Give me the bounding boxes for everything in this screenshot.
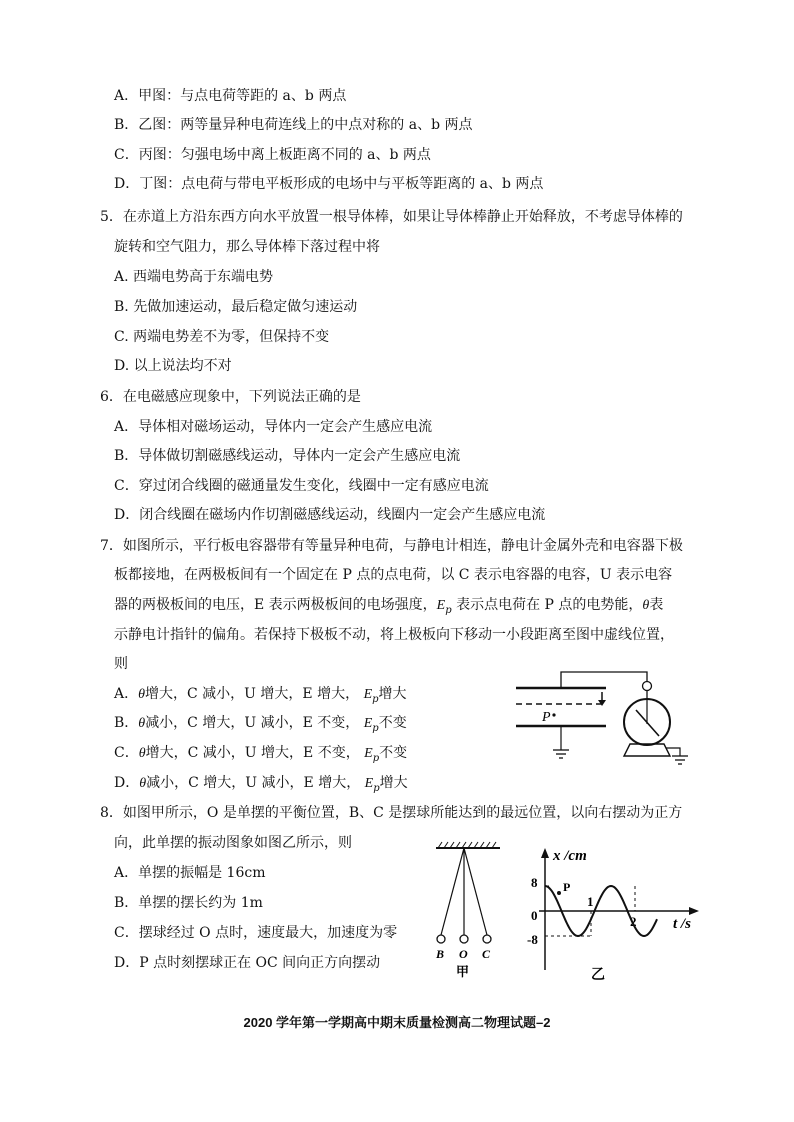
pendulum-figure — [428, 840, 508, 980]
x-tick-1: 1 — [587, 894, 594, 909]
caption-yi: 乙 — [591, 968, 605, 983]
caption-jia: 甲 — [456, 964, 470, 979]
q7-stem-line2: 板都接地，在两极板间有一个固定在 P 点的点电荷，以 C 表示电容器的电容，U 表示电容 — [114, 567, 673, 583]
point-p-label: P — [563, 880, 571, 894]
q5-option-b: B. 先做加速运动，最后稳定做匀速运动 — [114, 299, 358, 315]
q7-stem-line3: 器的两极板间的电压，E 表示两极板间的电场强度，$E_p$ 表示点电荷在 P 点的电势能，θ表 — [114, 597, 664, 616]
electrometer-knob — [643, 682, 652, 691]
q7-stem-line5: 则 — [114, 656, 128, 672]
q8-option-c: C．摆球经过 O 点时，速度最大，加速度为零 — [114, 925, 398, 941]
y-tick-neg8: -8 — [527, 932, 538, 947]
q7-stem-line1: 7．如图所示，平行板电容器带有等量异种电荷，与静电计相连，静电计金属外壳和电容器下极 — [100, 538, 683, 554]
q8-stem-line2: 向，此单摆的振动图象如图乙所示，则 — [114, 835, 352, 851]
q8-stem-line1: 8．如图甲所示，O 是单摆的平衡位置，B、C 是摆球所能达到的最远位置，以向右摆动为正方 — [100, 805, 683, 821]
q8-option-b: B．单摆的摆长约为 1m — [114, 895, 263, 911]
q5-option-d: D. 以上说法均不对 — [114, 358, 232, 374]
string-c — [464, 848, 487, 935]
q7-option-b: B．θ减小，C 增大，U 减小，E 不变， $E_p$不变 — [114, 715, 407, 734]
q4-option-b: B．乙图：两等量异种电荷连线上的中点对称的 a、b 两点 — [114, 117, 473, 133]
y-axis-label: x /cm — [553, 848, 587, 864]
point-p-marker — [557, 891, 561, 895]
q5-stem-line2: 旋转和空气阻力，那么导体棒下落过程中将 — [114, 239, 380, 255]
y-tick-8: 8 — [531, 875, 538, 890]
q7-option-d: D．θ减小，C 增大，U 减小，E 增大， $E_p$增大 — [114, 775, 408, 794]
q7-option-a: A．θ增大，C 减小，U 增大，E 增大， $E_p$增大 — [114, 686, 407, 705]
x-axis-arrow — [689, 907, 699, 915]
page-footer: 2020 学年第一学期高中期末质量检测高二物理试题–2 — [243, 1015, 551, 1030]
connecting-wire — [561, 672, 647, 688]
x-axis-label: t /s — [673, 916, 691, 932]
q5-option-a: A. 西端电势高于东端电势 — [114, 269, 274, 285]
bob-o — [460, 935, 468, 943]
oscillation-graph — [525, 840, 715, 985]
q4-option-a: A．甲图：与点电荷等距的 a、b 两点 — [114, 88, 347, 104]
bob-c — [483, 935, 491, 943]
q4-option-c: C．丙图：匀强电场中离上板距离不同的 a、b 两点 — [114, 147, 431, 163]
label-c: C — [482, 947, 491, 961]
q6-option-c: C．穿过闭合线圈的磁通量发生变化，线圈中一定有感应电流 — [114, 478, 489, 494]
bob-b — [437, 935, 445, 943]
q5-option-c: C. 两端电势差不为零，但保持不变 — [114, 329, 330, 345]
q6-option-b: B．导体做切割磁感线运动，导体内一定会产生感应电流 — [114, 448, 461, 464]
capacitor-electrometer-figure — [508, 660, 688, 770]
q6-option-a: A．导体相对磁场运动，导体内一定会产生感应电流 — [114, 419, 433, 435]
string-b — [441, 848, 464, 935]
point-p-dot — [552, 713, 555, 716]
point-p-label: P — [542, 710, 551, 725]
x-tick-2: 2 — [630, 914, 637, 929]
q8-option-d: D．P 点时刻摆球正在 OC 间向正方向摆动 — [114, 955, 381, 971]
q8-option-a: A．单摆的振幅是 16cm — [114, 865, 266, 881]
q7-option-c: C．θ增大，C 减小，U 增大，E 不变， $E_p$不变 — [114, 745, 408, 764]
y-tick-0: 0 — [531, 908, 538, 923]
q5-stem-line1: 5．在赤道上方沿东西方向水平放置一根导体棒，如果让导体棒静止开始释放，不考虑导体棒的 — [100, 209, 683, 225]
y-axis-arrow — [541, 848, 549, 858]
q7-stem-line4: 示静电计指针的偏角。若保持下极板不动，将上极板向下移动一小段距离至图中虚线位置， — [114, 627, 674, 643]
label-b: B — [436, 947, 445, 961]
label-o: O — [459, 947, 468, 961]
q4-option-d: D．丁图：点电荷与带电平板形成的电场中与平板等距离的 a、b 两点 — [114, 176, 544, 192]
q6-option-d: D．闭合线圈在磁场内作切割磁感线运动，线圈内一定会产生感应电流 — [114, 507, 546, 523]
q6-stem: 6．在电磁感应现象中，下列说法正确的是 — [100, 389, 361, 405]
